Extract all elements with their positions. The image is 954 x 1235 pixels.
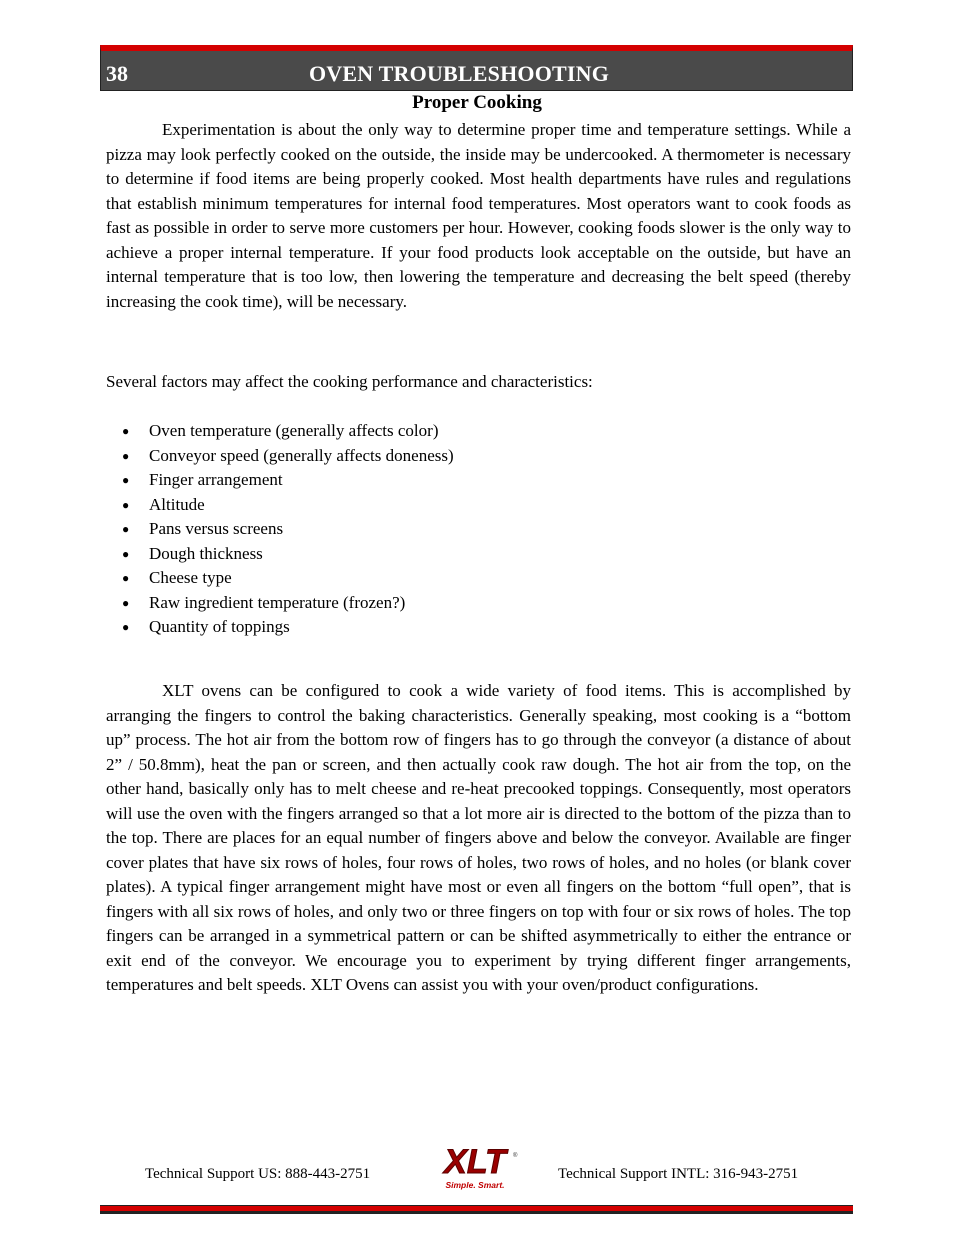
list-item: ● Pans versus screens bbox=[106, 517, 454, 542]
bullet-icon: ● bbox=[122, 424, 130, 438]
list-item: ● Quantity of toppings bbox=[106, 615, 454, 640]
intro-paragraph bbox=[106, 118, 851, 314]
bullet-icon: ● bbox=[122, 595, 130, 610]
list-item: ● Oven temperature (generally affects color) bbox=[106, 419, 454, 444]
list-item: ● Finger arrangement bbox=[106, 468, 454, 493]
support-us: Technical Support US: 888-443-2751 bbox=[145, 1166, 371, 1182]
xlt-logo bbox=[425, 1143, 529, 1191]
factors-intro: Several factors may affect the cooking performance and characteristics: bbox=[106, 372, 593, 391]
footer-rule bbox=[100, 1205, 853, 1214]
page-number: 38 bbox=[106, 61, 128, 86]
bullet-icon: ● bbox=[122, 448, 130, 463]
page-title: OVEN TROUBLESHOOTING bbox=[309, 61, 610, 86]
list-item: ● Altitude bbox=[106, 493, 454, 518]
configuration-paragraph bbox=[106, 679, 851, 998]
factor-list bbox=[106, 419, 454, 640]
list-item: ● Raw ingredient temperature (frozen?) bbox=[106, 591, 454, 616]
list-item: ● Cheese type bbox=[106, 566, 454, 591]
bullet-icon: ● bbox=[122, 571, 130, 585]
support-intl: Technical Support INTL: 316-943-2751 bbox=[558, 1166, 799, 1182]
registered-mark-icon: ® bbox=[513, 1153, 518, 1159]
bullet-icon: ● bbox=[122, 620, 130, 634]
list-item: ● Dough thickness bbox=[106, 542, 454, 567]
bullet-icon: ● bbox=[122, 473, 130, 487]
list-item: ● Conveyor speed (generally affects doneness) bbox=[106, 444, 454, 469]
header-bar bbox=[100, 45, 853, 91]
bullet-icon: ● bbox=[122, 497, 130, 512]
configuration-paragraph-text: XLT ovens can be configured to cook a wide variety of food items. This is accomplished by arranging the fingers to control the baking characteristics. Generally speaking, most cooking is a “bottom up” process. The hot air from the bottom row of fingers has to go through the conveyor (a distance of about 2” / 50.8mm), heat the pan or screen, and then actually cook raw dough. The hot air from the top, on the other hand, basically only has to melt cheese and re-heat precooked toppings. Consequently, most operators will use the oven with the fingers arranged so that a lot more air is directed to the bottom of the pizza than to the top. There are places for an equal number of fingers above and below the conveyor. Available are finger cover plates that have six rows of holes, four rows of holes, two rows of holes, and no holes (or blank cover plates). A typical finger arrangement might have most or even all fingers on the bottom “full open”, that is fingers with all six rows of holes, and only two or three fingers on top with four or six rows of holes. The top fingers can be arranged in a symmetrical pattern or can be shifted asymmetrically to either the entrance or exit end of the conveyor. We encourage you to experiment by trying different finger arrangements, temperatures and belt speeds. XLT Ovens can assist you with your oven/product configurations. bbox=[106, 681, 851, 994]
bullet-icon: ● bbox=[122, 522, 130, 536]
bullet-icon: ● bbox=[122, 546, 130, 561]
intro-paragraph-text: Experimentation is about the only way to determine proper time and temperature settings. While a pizza may look perfectly cooked on the outside, the inside may be undercooked. A thermometer is necessary to determine if food items are being properly cooked. Most health departments have rules and regulations that establish minimum temperatures for internal food temperatures. Most operators want to cook foods as fast as possible in order to serve more customers per hour. However, cooking foods slower is the only way to achieve a proper internal temperature. If your food products look acceptable on the outside, but have an internal temperature that is too low, then lowering the temperature and decreasing the belt speed (thereby increasing the cook time), will be necessary. bbox=[106, 120, 851, 311]
section-heading: Proper Cooking bbox=[412, 92, 542, 113]
logo-text: XLT bbox=[444, 1143, 506, 1181]
logo-tagline: Simple. Smart. bbox=[445, 1180, 505, 1190]
